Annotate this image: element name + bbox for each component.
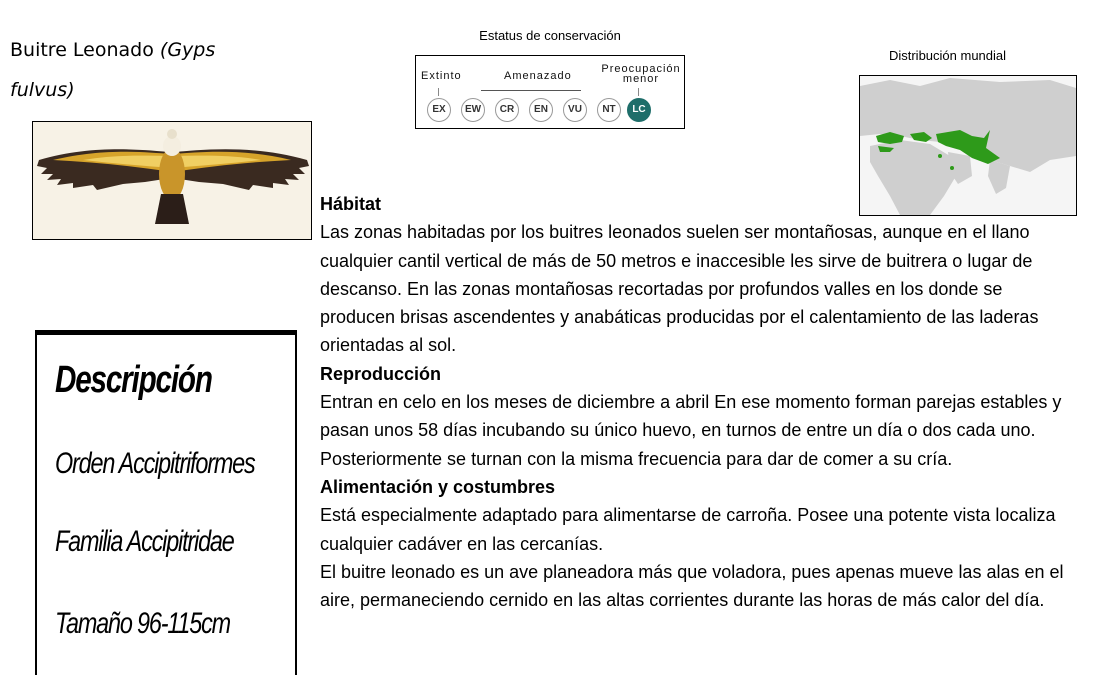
vulture-illustration xyxy=(32,121,312,240)
habitat-text: Las zonas habitadas por los buitres leonados suelen ser montañosas, aunque en el llano cualquier cantil vertical de más de 50 metros e inaccesible les sirve de buitrera o lugar de descanso. En las zonas montañosas recortadas por profundos valles en los donde se producen brisas ascendentes y anabáticas producidas por el calentamiento de las laderas orientadas al sol. xyxy=(320,222,1039,356)
status-ew: EW xyxy=(461,98,485,122)
feeding-heading: Alimentación y costumbres xyxy=(320,476,556,497)
group-label-least-concern: Preocupación menor xyxy=(601,63,681,85)
status-en: EN xyxy=(529,98,553,122)
conservation-title: Estatus de conservación xyxy=(479,28,621,43)
conservation-status-scale xyxy=(415,55,685,129)
habitat-heading: Hábitat xyxy=(320,194,382,214)
taxonomic-family: Familia Accipitridae xyxy=(55,525,234,558)
group-label-threatened: Amenazado xyxy=(504,70,572,82)
reproduction-heading: Reproducción xyxy=(320,363,442,384)
status-nt: NT xyxy=(597,98,621,122)
feeding-text-1: Está especialmente adaptado para alimentarse de carroña. Posee una potente vista localiza cualquier cadáver en las cercanías. xyxy=(320,505,1056,554)
bracket-line xyxy=(481,90,581,91)
map-title: Distribución mundial xyxy=(888,48,1007,63)
scientific-name: (Gyps fulvus) xyxy=(10,39,216,101)
tick-mark xyxy=(638,88,639,96)
main-content xyxy=(320,190,1080,614)
common-name: Buitre Leonado xyxy=(10,39,160,61)
body-size: Tamaño 96-115cm xyxy=(55,607,230,640)
status-lc-current: LC xyxy=(627,98,651,122)
description-heading: Descripción xyxy=(55,359,212,401)
status-cr: CR xyxy=(495,98,519,122)
status-ex: EX xyxy=(427,98,451,122)
status-vu: VU xyxy=(563,98,587,122)
reproduction-text: Entran en celo en los meses de diciembre a abril En ese momento forman parejas estables y pasan unos 58 días incubando su único huevo, en turnos de entre un día o dos cada uno. Posteriormente se turnan con la misma frecuencia para dar de comer a su cría. xyxy=(320,392,1062,469)
taxonomic-order: Orden Accipitriformes xyxy=(55,447,255,480)
tick-mark xyxy=(438,88,439,96)
description-box xyxy=(35,330,297,675)
group-label-extinct: Extinto xyxy=(421,70,462,82)
feeding-text-2: El buitre leonado es un ave planeadora más que voladora, pues apenas mueve las alas en el aire, permaneciendo cernido en las altas corrientes durante las horas de más calor del día. xyxy=(320,561,1064,611)
page-title xyxy=(10,30,280,110)
